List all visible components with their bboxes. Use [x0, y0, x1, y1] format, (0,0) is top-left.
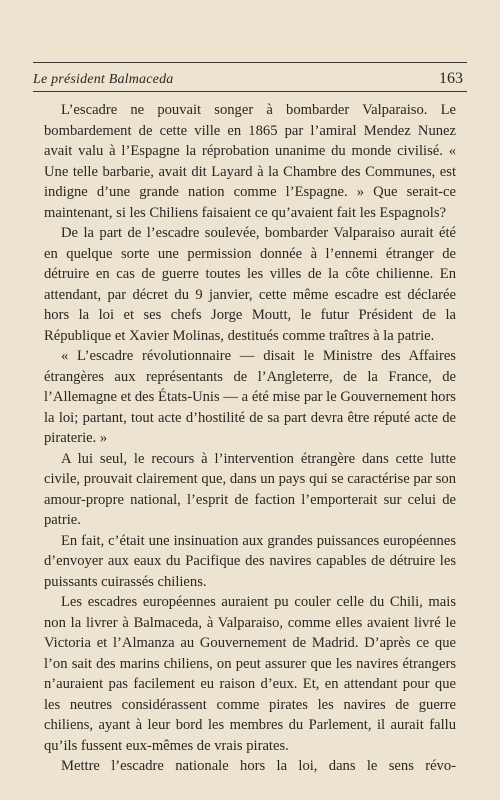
- page-number: 163: [439, 70, 463, 87]
- paragraph: De la part de l’escadre soulevée, bombarder Valparaiso aurait été en quelque sorte une permission donnée à l’ennemi étranger de détruire en cas de guerre toutes les villes de la côte chilienne. En attendant, par décret du 9 janvier, cette même escadre est déclarée hors la loi et ses chefs Jorge Moutt, le futur Président de la République et Xavier Molinas, destitués comme traîtres à la patrie.: [44, 225, 456, 344]
- header-bottom-rule: [33, 91, 467, 92]
- paragraph: En fait, c’était une insinuation aux grandes puissances européennes d’envoyer aux eaux du Pacifique des navires capables de détruire les puissants cuirassés chiliens.: [44, 532, 456, 590]
- paragraph: Mettre l’escadre nationale hors la loi, dans le sens révo-: [61, 758, 456, 774]
- running-header: [33, 62, 467, 92]
- running-title: Le président Balmaceda: [33, 72, 174, 87]
- paragraph: « L’escadre révolutionnaire — disait le Ministre des Affaires étrangères aux représentants de l’Angleterre, de la France, de l’Allemagne et des États-Unis — a été mise par le Gouvernement hors la loi; partant, tout acte d’hostilité de sa part devra être réputé acte de piraterie. »: [44, 348, 456, 446]
- body-text: [44, 100, 456, 777]
- paragraph: A lui seul, le recours à l’intervention étrangère dans cette lutte civile, prouvait clairement que, dans un pays qui se caractérise par son amour-propre national, l’esprit de faction l’emporterait sur celui de patrie.: [44, 450, 456, 528]
- paragraph: Les escadres européennes auraient pu couler celle du Chili, mais non la livrer à Balmaceda, à Valparaiso, comme elles avaient livré le Victoria et l’Almanza au Gouvernement de Madrid. D’après ce que l’on sait des marins chiliens, on peut assurer que les navires étrangers n’auraient pas facilement eu raison d’eux. Et, en attendant pour que les neutres considérassent comme pirates les navires de guerre chiliens, ayant à leur bord les membres du Parlement, il aurait fallu qu’ils fussent eux-mêmes de vrais pirates.: [44, 594, 456, 754]
- paragraph: L’escadre ne pouvait songer à bombarder Valparaiso. Le bombardement de cette ville en 1865 par l’amiral Mendez Nunez avait valu à l’Espagne la réprobation unanime du monde civilisé. « Une telle barbarie, avait dit Layard à la Chambre des Communes, est indigne d’une grande nation comme l’Espagne. » Que serait-ce maintenant, si les Chiliens faisaient ce qu’avaient fait les Espagnols?: [44, 102, 456, 221]
